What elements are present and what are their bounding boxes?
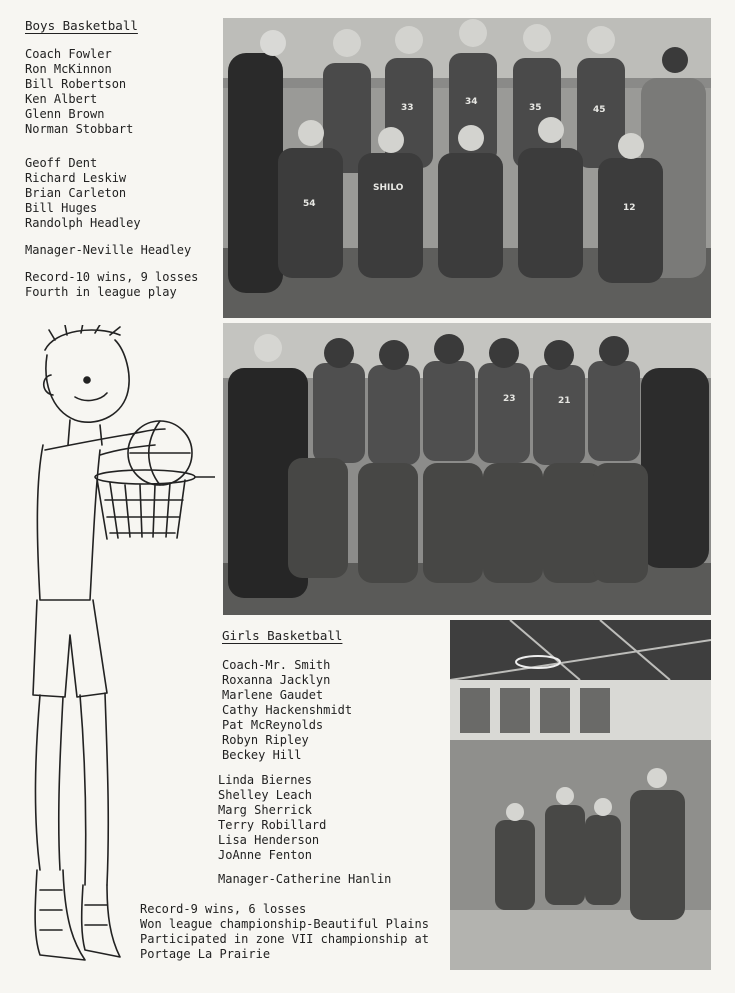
record-line: Won league championship-Beautiful Plains bbox=[140, 917, 429, 931]
jersey-number: 12 bbox=[623, 203, 636, 213]
girls-manager: Manager-Catherine Hanlin bbox=[218, 872, 392, 886]
jersey-lettering: SHILO bbox=[373, 183, 404, 193]
record-line: Record-9 wins, 6 losses bbox=[140, 902, 307, 916]
roster-name: Ron McKinnon bbox=[25, 62, 112, 76]
roster-name: Cathy Hackenshmidt bbox=[222, 703, 353, 717]
boys-team-photo bbox=[223, 18, 711, 318]
boys-roster-group-1 bbox=[25, 47, 133, 137]
jersey-number: 45 bbox=[593, 105, 606, 115]
record-line: Fourth in league play bbox=[25, 285, 177, 299]
roster-name: Lisa Henderson bbox=[218, 833, 320, 847]
boys-record bbox=[25, 270, 198, 300]
roster-name: Beckey Hill bbox=[222, 748, 302, 762]
girls-team-photo bbox=[223, 323, 711, 615]
roster-name: Bill Robertson bbox=[25, 77, 127, 91]
jersey-number: 21 bbox=[558, 396, 571, 406]
record-line: Record-10 wins, 9 losses bbox=[25, 270, 199, 284]
roster-name: JoAnne Fenton bbox=[218, 848, 312, 862]
jersey-number: 23 bbox=[503, 394, 516, 404]
roster-name: Coach Fowler bbox=[25, 47, 112, 61]
roster-name: Bill Huges bbox=[25, 201, 98, 215]
roster-name: Ken Albert bbox=[25, 92, 98, 106]
roster-name: Randolph Headley bbox=[25, 216, 141, 230]
roster-name: Coach-Mr. Smith bbox=[222, 658, 331, 672]
roster-name: Glenn Brown bbox=[25, 107, 105, 121]
roster-name: Terry Robillard bbox=[218, 818, 327, 832]
roster-name: Geoff Dent bbox=[25, 156, 98, 170]
boys-manager: Manager-Neville Headley bbox=[25, 243, 192, 257]
record-line: Participated in zone VII championship at bbox=[140, 932, 429, 946]
jersey-number: 33 bbox=[401, 103, 414, 113]
roster-name: Brian Carleton bbox=[25, 186, 127, 200]
boys-roster-group-2 bbox=[25, 156, 141, 231]
roster-name: Linda Biernes bbox=[218, 773, 312, 787]
record-line: Portage La Prairie bbox=[140, 947, 271, 961]
roster-name: Robyn Ripley bbox=[222, 733, 309, 747]
cartoon-basketball-player-illustration bbox=[15, 325, 215, 975]
roster-name: Roxanna Jacklyn bbox=[222, 673, 331, 687]
girls-roster-group-1 bbox=[222, 658, 352, 763]
roster-name: Norman Stobbart bbox=[25, 122, 134, 136]
jersey-number: 35 bbox=[529, 103, 542, 113]
girls-team-photo-graphic bbox=[223, 323, 711, 615]
roster-name: Marg Sherrick bbox=[218, 803, 312, 817]
roster-name: Richard Leskiw bbox=[25, 171, 127, 185]
girls-roster-group-2 bbox=[218, 773, 326, 863]
jersey-number: 34 bbox=[465, 97, 478, 107]
roster-name: Shelley Leach bbox=[218, 788, 312, 802]
boys-team-photo-graphic bbox=[223, 18, 711, 318]
roster-name: Pat McReynolds bbox=[222, 718, 324, 732]
girls-basketball-heading: Girls Basketball bbox=[222, 628, 343, 643]
girls-game-action-photo bbox=[450, 620, 711, 970]
boys-basketball-heading: Boys Basketball bbox=[25, 18, 138, 33]
jersey-number: 54 bbox=[303, 199, 316, 209]
game-action-graphic bbox=[450, 620, 711, 970]
roster-name: Marlene Gaudet bbox=[222, 688, 324, 702]
